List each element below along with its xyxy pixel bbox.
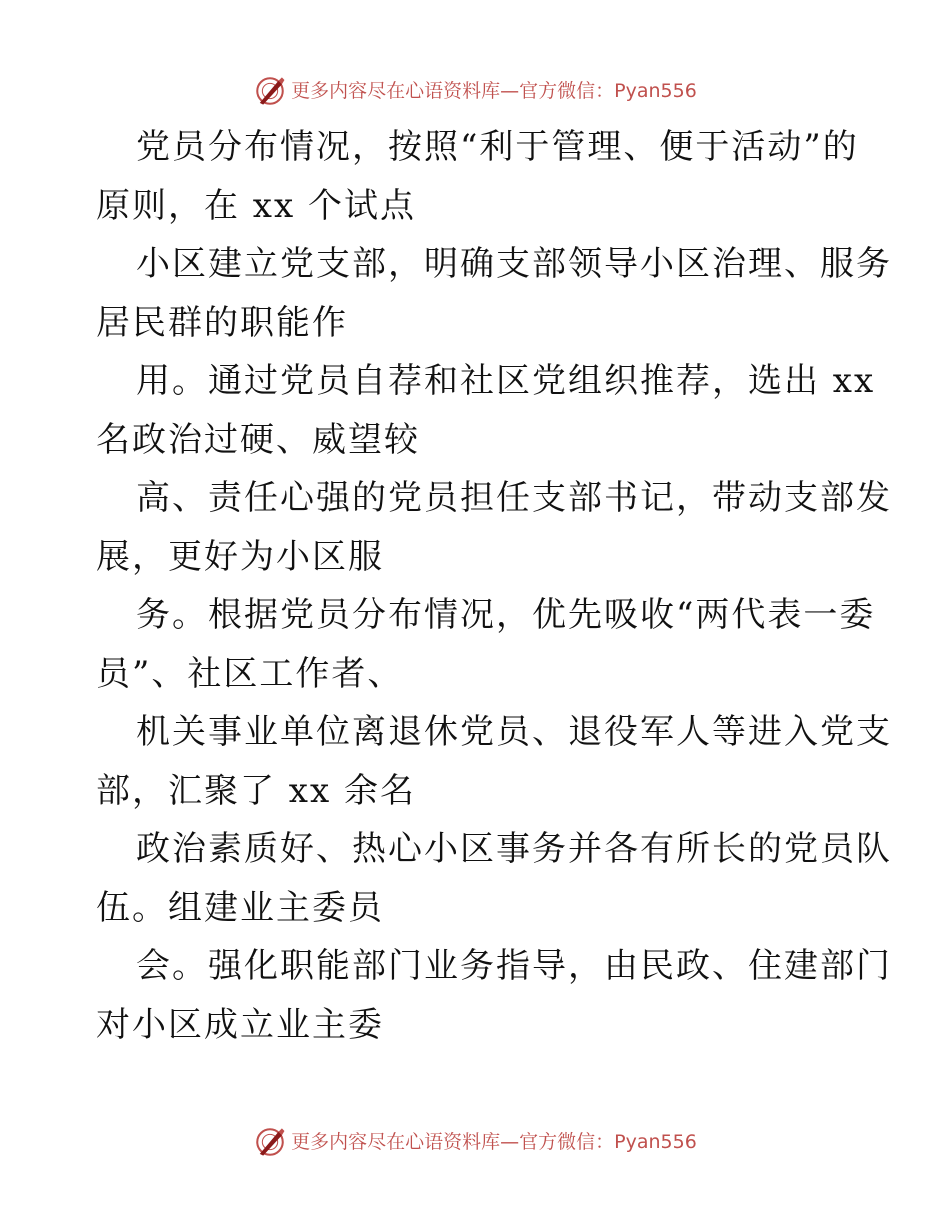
text-line-8: 展，更好为小区服 [96,536,384,577]
text-line-9: 务。根据党员分布情况，优先吸收“两代表一委 [136,595,876,635]
text-line-12: 部，汇聚了 xx 余名 [96,770,416,811]
footer-watermark-text: 更多内容尽在心语资料库—官方微信：Pyan556 [291,1131,697,1153]
text-line-7: 高、责任心强的党员担任支部书记，带动支部发 [136,478,892,518]
header-watermark [0,74,950,108]
text-line-2: 原则，在 xx 个试点 [96,185,416,226]
text-line-11: 机关事业单位离退休党员、退役军人等进入党支 [136,712,892,752]
footer-watermark [0,1125,950,1159]
text-line-16: 对小区成立业主委 [96,1004,384,1045]
text-line-6: 名政治过硬、威望较 [96,419,420,460]
header-watermark-text: 更多内容尽在心语资料库—官方微信：Pyan556 [291,80,697,102]
text-line-5: 用。通过党员自荐和社区党组织推荐，选出 xx [136,361,876,401]
pen-seal-logo-icon [253,1125,287,1159]
text-line-15: 会。强化职能部门业务指导，由民政、住建部门 [136,946,892,986]
text-line-14: 伍。组建业主委员 [96,887,384,928]
text-line-13: 政治素质好、热心小区事务并各有所长的党员队 [136,829,892,869]
text-line-1: 党员分布情况，按照“利于管理、便于活动”的 [136,127,859,167]
document-body [96,118,892,1054]
text-line-3: 小区建立党支部，明确支部领导小区治理、服务 [136,244,892,284]
text-line-4: 居民群的职能作 [96,302,348,343]
pen-seal-logo-icon [253,74,287,108]
text-line-10: 员”、社区工作者、 [96,653,404,694]
